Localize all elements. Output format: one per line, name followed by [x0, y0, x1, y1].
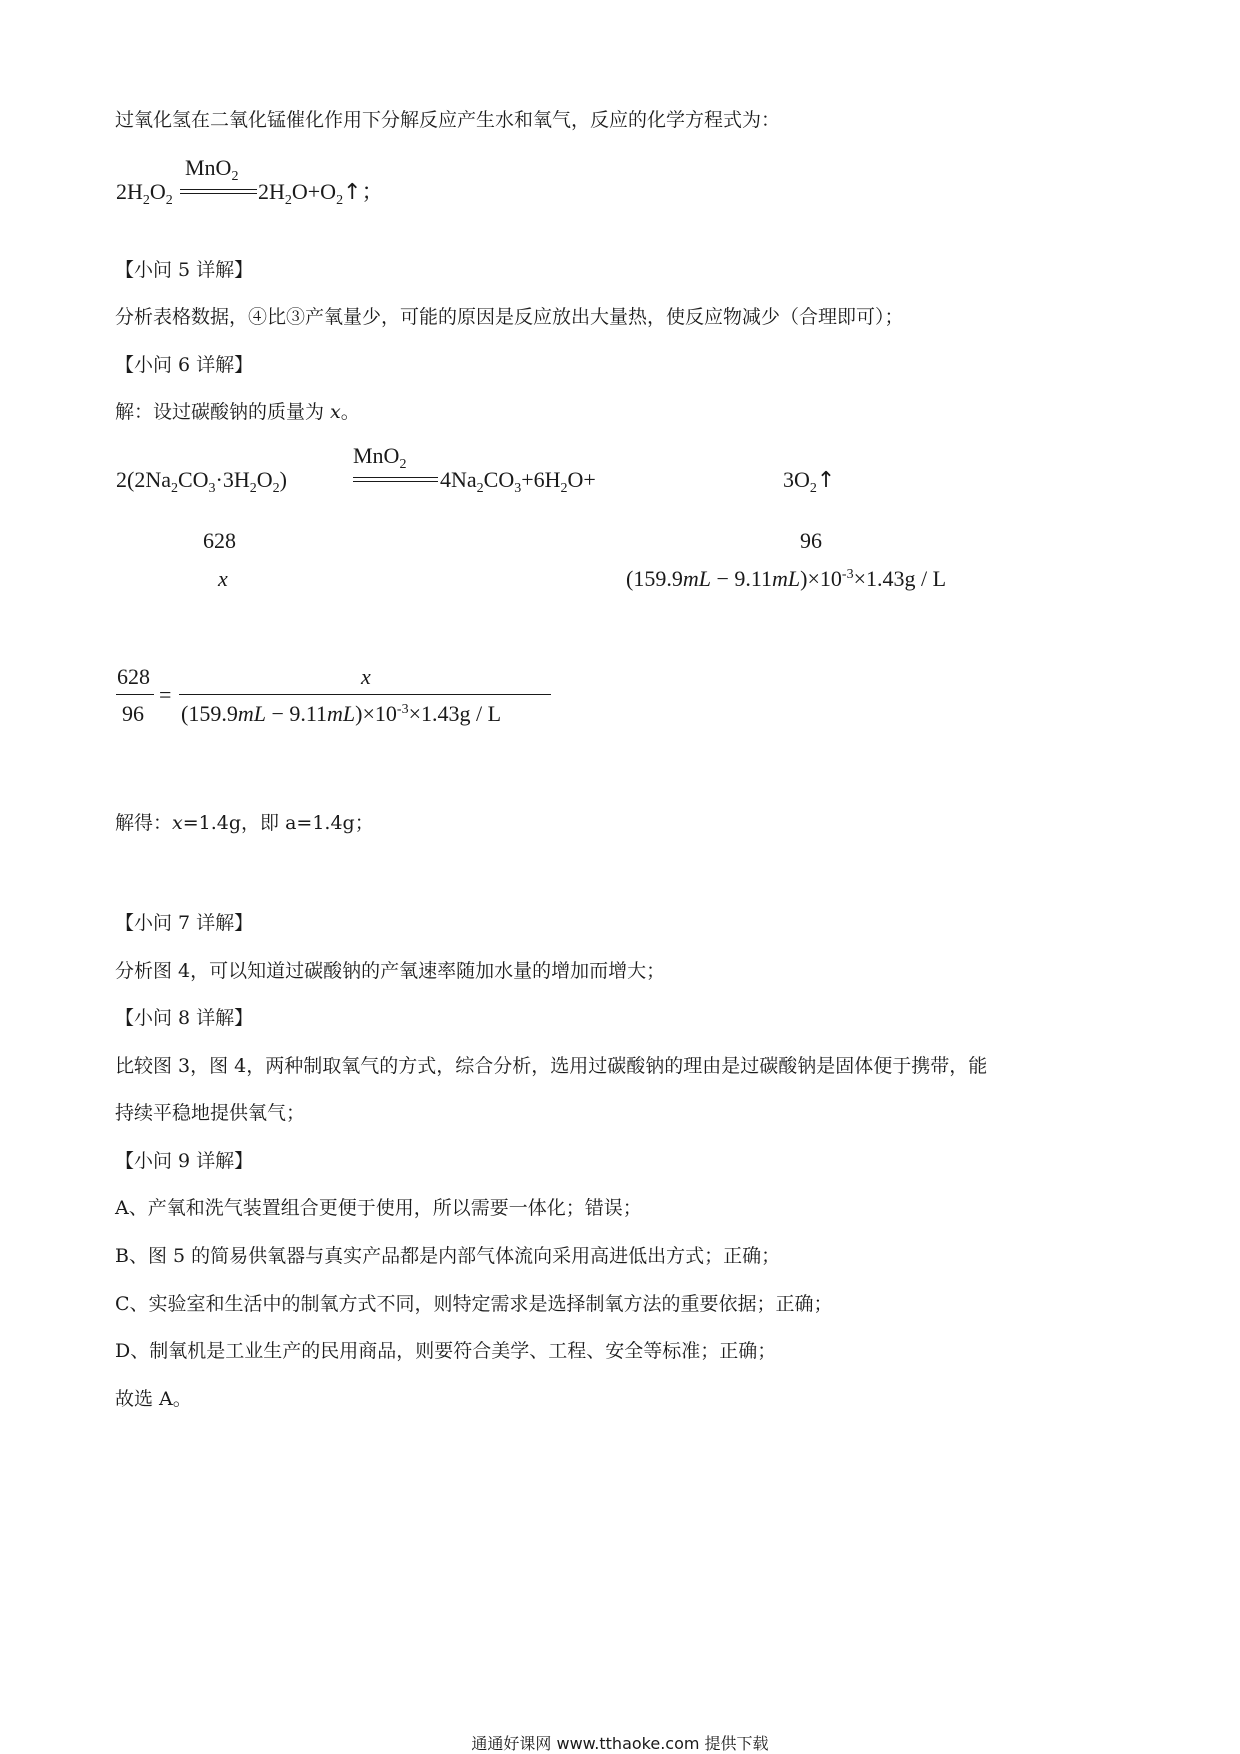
frac-left-bar [116, 694, 154, 695]
gas-arrow-icon: ↑ [343, 180, 362, 205]
paragraph-6: 解：设过碳酸钠的质量为 x。 [115, 401, 360, 423]
eq1-catalyst: MnO$_2$ [185, 155, 239, 184]
section-heading-5: 【小问 5 详解】 [115, 259, 254, 281]
option-d: D、制氧机是工业生产的民用商品，则要符合美学、工程、安全等标准；正确； [115, 1340, 777, 1362]
eq1-double-bar [180, 189, 257, 194]
option-c: C、实验室和生活中的制氧方式不同，则特定需求是选择制氧方法的重要依据；正确； [115, 1293, 833, 1315]
frac-equals: = [159, 682, 172, 707]
unknown-mass: x [218, 566, 228, 591]
eq2-oxygen: $3O_2↑$ [783, 467, 836, 496]
frac-right-denominator: $(159.9mL - 9.11mL)\times 10^{-3}\times 1.43g / L$ [181, 701, 502, 726]
option-b: B、图 5 的简易供氧器与真实产品都是内部气体流向采用高进低出方式；正确； [115, 1245, 781, 1267]
paragraph-8-line-1: 比较图 3，图 4，两种制取氧气的方式，综合分析，选用过碳酸钠的理由是过碳酸钠是固体便于携带，能 [115, 1055, 988, 1077]
eq2-double-bar [353, 477, 438, 482]
frac-right-bar [179, 694, 551, 695]
paragraph-5: 分析表格数据，④比③产氧量少，可能的原因是反应放出大量热，使反应物减少（合理即可）； [115, 306, 904, 328]
conclusion: 故选 A。 [115, 1388, 192, 1410]
frac-right-numerator: x [361, 664, 371, 689]
molar-mass-percarbonate: 628 [203, 528, 236, 553]
paragraph-7: 分析图 4，可以知道过碳酸钠的产氧速率随加水量的增加而增大； [115, 960, 666, 982]
result-paragraph: 解得：x=1.4g，即 a=1.4g； [115, 812, 374, 834]
option-a: A、产氧和洗气装置组合更便于使用，所以需要一体化；错误； [115, 1197, 642, 1219]
eq2-products: $4Na_2CO_3+6H_2O+$ [440, 467, 596, 496]
gas-arrow-icon: ↑ [816, 468, 836, 493]
eq2-reactant: $2(2Na_2CO_3\cdot 3H_2O_2)$ [116, 467, 287, 496]
frac-left-denominator: 96 [122, 701, 144, 726]
frac-left-numerator: 628 [117, 664, 150, 689]
intro-paragraph: 过氧化氢在二氧化锰催化作用下分解反应产生水和氧气，反应的化学方程式为： [115, 109, 781, 131]
section-heading-9: 【小问 9 详解】 [115, 1150, 254, 1172]
section-heading-7: 【小问 7 详解】 [115, 912, 254, 934]
eq1-reactant: $2H_2O_2$ [116, 179, 173, 208]
section-heading-8: 【小问 8 详解】 [115, 1007, 254, 1029]
molar-mass-oxygen: 96 [800, 528, 822, 553]
paragraph-8-line-2: 持续平稳地提供氧气； [115, 1102, 306, 1124]
section-heading-6: 【小问 6 详解】 [115, 354, 254, 376]
eq1-products: $2H_2O+O_2↑$； [258, 179, 384, 208]
oxygen-mass-expression: $(159.9mL - 9.11mL)\times 10^{-3}\times 1.43g / L$ [626, 566, 947, 591]
eq2-catalyst: MnO$_2$ [353, 443, 407, 472]
footer-watermark: 通通好课网 www.tthaoke.com 提供下载 [471, 1734, 769, 1753]
